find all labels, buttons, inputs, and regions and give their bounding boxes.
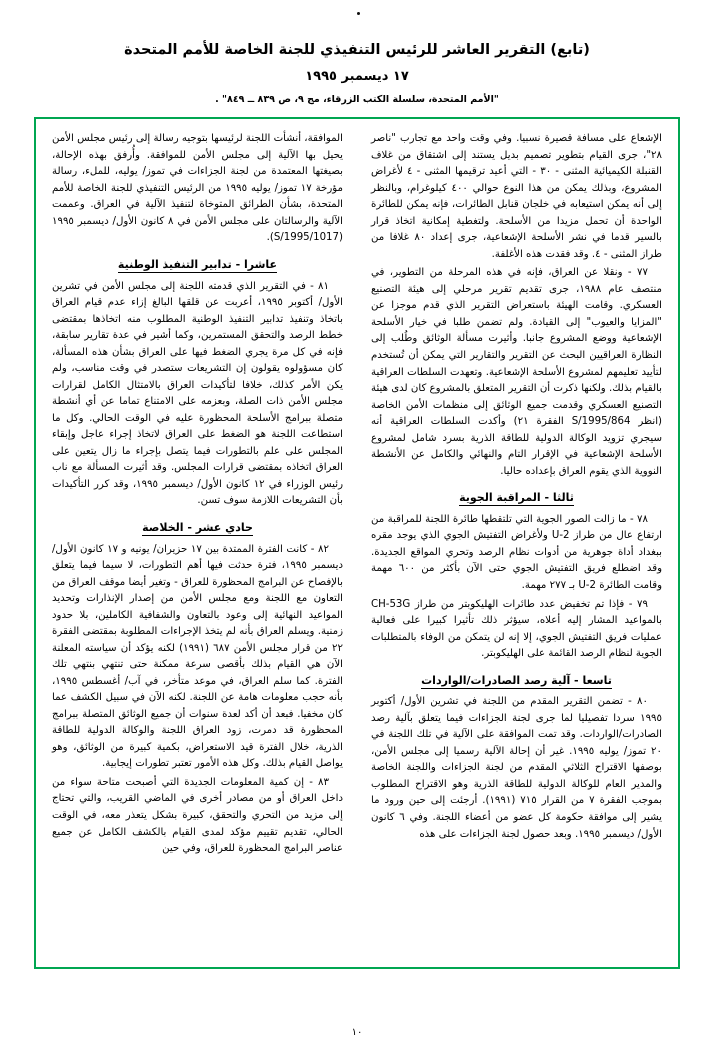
column-left (48, 131, 357, 957)
section-heading-label: ثالثا - المراقبة الجوية (459, 491, 574, 505)
paragraph: ٨٠ - تضمن التقرير المقدم من اللجنة في تشرين الأول/ أكتوبر ١٩٩٥ سردا تفصيليا لما جرى لجنة الجزاءات فيما يتعلق بآلية رصد الصادرات/الواردات. وقد تمت الموافقة على الآلية في تلك اللجنة في ٢٠ تموز/ يوليه ١٩٩٥. غير أن إحالة الآلية رسميا إلى مجلس الأمن، بوصفها الاقتراح الثلاثي المقدم من لجنة الجزاءات واللجنة الخاصة والمدير العام للوكالة الدولية للطاقة الذرية وهو الاقتراح المطلوب بموجب الفقرة ٧ من القرار ٧١٥ (١٩٩١). أرجئت إلى حين ورود ما يشير إلى موافقة حكومة كل عضو من أعضاء اللجنة. وفي ٦ كانون الأول/ ديسمبر ١٩٩٥. وبعد حصول لجنة الجزاءات على هذه (371, 696, 663, 840)
section-heading-label: حادي عشر - الخلاصة (142, 520, 253, 534)
column-right (357, 131, 666, 957)
page-number: ١٠ (351, 1027, 363, 1038)
document-date: ١٧ ديسمبر ١٩٩٥ (305, 69, 409, 85)
document-header (34, 40, 680, 105)
document-source: "الأمم المتحدة، سلسلة الكتب الزرقاء، مج ٩، ص ٨٣٩ ــ ٨٤٩" . (215, 94, 499, 106)
two-column-layout (48, 131, 666, 957)
paragraph: ٧٩ - فإذا تم تخفيض عدد طائرات الهليكوبتر من طراز CH-53G بالمواعيد المشار إليه أعلاه، سيؤثر ذلك تأثيرا كبيرا على فعالية عمليات فريق التفتيش الجوي، إلا إنه لن يتمكن من الوفاء بالمتطلبات الجوية لنظام الرصد القائمة على الهليكوبتر. (371, 598, 662, 660)
section-heading-national-implementation (52, 256, 343, 274)
section-heading-label: تاسعا - آلية رصد الصادرات/الواردات (421, 673, 612, 687)
content-frame (34, 117, 680, 969)
page-footer (0, 1027, 714, 1038)
paragraph: الإشعاع على مسافة قصيرة نسبيا. وفي وقت واحد مع تجارب "ناصر ٢٨"، جرى القيام بتطوير تصميم بديل يستند إلى اشتقاق من غلاف القنبلة الكيميائية المثنى - ٣٠ - التي أعيد ترقيمها المثنى - ٤ لأغراض المشروع، وبذلك يمكن من هذا النوع حوالي ٤٠٠ كيلوغرام، وبالنظر إلى أنه يمكن استيعابه في خلجان قنابل الطائرات، فإنه يمكن للطائرة الواحدة أن تحمل مزيدا من الأسلحة. ولتغطية إمكانية اتخاذ قرار بالسير قدما في نشر الأسلحة الإشعاعية، جرى إعداد ٨٠ غلافا من طراز المثنى - ٤. وقد فقدت هذه الأغلفة. (371, 133, 662, 260)
section-heading-label: عاشرا - تدابير التنفيذ الوطنية (117, 257, 278, 271)
page-top-marker (357, 12, 360, 15)
paragraph: ٨١ - في التقرير الذي قدمته اللجنة إلى مجلس الأمن في تشرين الأول/ أكتوبر ١٩٩٥، أعربت عن قلقها البالغ إزاء عدم قيام العراق باتخاذ وتنفيذ تدابير التنفيذ الوطنية المطلوب منه اتخاذها بمقتضى خطط الرصد والتحقق المستمرين، وكما أشير في عدة تقارير سابقة، فإنه في كل مرة يجري الضغط فيها على العراق بشأن هذه المسألة، كان مسؤولوه يقولون إن التشريعات ستصدر في وقت مناسب، ولم يكن الأمر كذلك، خلافا لتأكيدات العراق بالامتثال الكامل لقرارات مجلس الأمن ذات الصلة، وبعزمه على الامتناع تماما عن أي أنشطة متصلة ببرامج الأسلحة المحظورة عليه في الوقت الحالي. وكل ما استطاعت اللجنة هو الضغط على العراق لاتخاذ إجراء عاجل وإبقاء المجلس على علم بالتطورات فيما يتصل بإجراء ما زال يتعين على العراق اتخاذه بمقتضى قرارات المجلس. وقد أثيرت المسألة مع ناب رئيس الوزراء في ١٢ كانون الأول/ ديسمبر ١٩٩٥، وقد كرر التأكيدات بأن التشريعات اللازمة سوف تسن. (52, 280, 343, 507)
paragraph: ٨٢ - كانت الفترة الممتدة بين ١٧ حزيران/ يونيه و ١٧ كانون الأول/ ديسمبر ١٩٩٥، فترة حدثت فيها أهم التطورات، لا سيما فيما يتعلق بالإفصاح عن البرامج المحظورة للعراق - وتغير أيضا موقف العراق من التعاون مع اللجنة ومع مجلس الأمن من إصدار الإنذارات وتحديد المواعيد النهائية إلى وعود بالتعاون والشفافية الكاملين، بلا حدود زمنية. ويسلم العراق بأنه لم يتخذ الإجراءات المطلوبة بمقتضى الفقرة ٢٢ من قرار مجلس الأمن ٦٨٧ (١٩٩١) لكنه يؤكد أن سياسته المعلنة الآن هي القيام بذلك بأقصى سرعة ممكنة حتى تنتهي بنتهي تلك الفترة. كما سلم العراق، في موعد متأخر، في آب/ أغسطس ١٩٩٥، بأنه حجب معلومات هامة عن اللجنة. لكنه الآن في سبيل الكشف عما كان مخفيا. فبعد أن أكد لعدة سنوات أن جميع الوثائق المتصلة ببرامج المحظورة قد دمرت، زود العراق اللجنة والوكالة الدولية للطاقة الذرية، خلال الفترة قيد الاستعراض، بكمية كبيرة من الوثائق، وهو يواصل القيام بذلك. وكل هذه الأمور تعتبر تطورات إيجابية. (52, 543, 343, 770)
section-heading-export-import-mechanism (371, 672, 662, 690)
page-title: (تابع) التقرير العاشر للرئيس التنفيذي للجنة الخاصة للأمم المتحدة (124, 42, 590, 58)
paragraph: الموافقة، أنشأت اللجنة لرئيسها بتوجيه رسالة إلى رئيس مجلس الأمن يحيل بها الآلية إلى مجلس الأمن للموافقة. وأُرفق بهذه الإحالة، بصيغتها المعتمدة من لجنة الجزاءات في تموز/ يوليه، للملء، رسالة مؤرخة ١٧ تموز/ يوليه ١٩٩٥ من الرئيس التنفيذي للجنة الخاصة للأمم المتحدة، بشأن الطرائق المتوخاة لتنفيذ الآلية في العراق. وعممت الآلية والرسالتان على مجلس الأمن في ٨ كانون الأول/ ديسمبر ١٩٩٥ (S/1995/1017). (52, 133, 343, 244)
section-heading-air-monitoring (371, 489, 662, 507)
paragraph: ٧٧ - ونقلا عن العراق، فإنه في هذه المرحلة من التطوير، في منتصف عام ١٩٨٨، جرى تقديم تقرير مرحلي إلى هيئة التصنيع العسكري. وقامت الهيئة باستعراض التقرير الذي قدم موجزا عن "المزايا والعيوب" إلى القيادة. ولم تضمن طلبا في خيار الأسلحة الإشعاعية ووضع المشروع جانبا. وأثيرت مسألة الوثائق وطُلب إلى النظارة العراقيين البحث عن التقرير والتقارير التي يمكن أن تُستخدم لتأييد تعليمهم لمشروع الأسلحة الإشعاعية. وتعهدت السلطات العراقية بالقيام بذلك. ولكنها ذكرت أن التقرير المتعلق بالمشروع كان لدى هيئة التصنيع العسكري وقدمت جميع الوثائق إلى منظمات الأمن الخاصة (انظر S/1995/864 الفقرة ٢١) وأكدت السلطات العراقية أنه سيجري تزويد الوكالة الدولية للطاقة الذرية بسرد شامل لمشروع الأسلحة الإشعاعية في الإقرار التام والنهائي والكامل عن الأنشطة النووية الذي يقوم العراق بإعداده حاليا. (370, 267, 662, 477)
paragraph: ٧٨ - ما زالت الصور الجوية التي تلتقطها طائرة اللجنة للمراقبة من ارتفاع عال من طراز U-2 ولأغراض التفتيش الجوي الذي يوجد مقره ببغداد أداة جوهرية من أدوات نظام الرصد وتحري المواقع الجديدة. وقد اضطلع فريق التفتيش الجوي حتى الآن بأكثر من ٦٠٠ مهمة وقامت الطائرة U-2 بـ ٢٧٧ مهمة. (371, 513, 662, 591)
paragraph: ٨٣ - إن كمية المعلومات الجديدة التي أصبحت متاحة سواء من داخل العراق أو من مصادر أخرى في الماضي القريب، والتي تحتاج إلى مزيد من التحري والتحقق، كبيرة بشكل يتعذر معه، في الوقت الحالي، تقديم تقييم مؤكد لمدى القيام بالكشف الكامل عن جميع عناصر البرامج المحظورة للعراق، وفي حين (52, 776, 343, 855)
section-heading-summary (52, 519, 343, 537)
